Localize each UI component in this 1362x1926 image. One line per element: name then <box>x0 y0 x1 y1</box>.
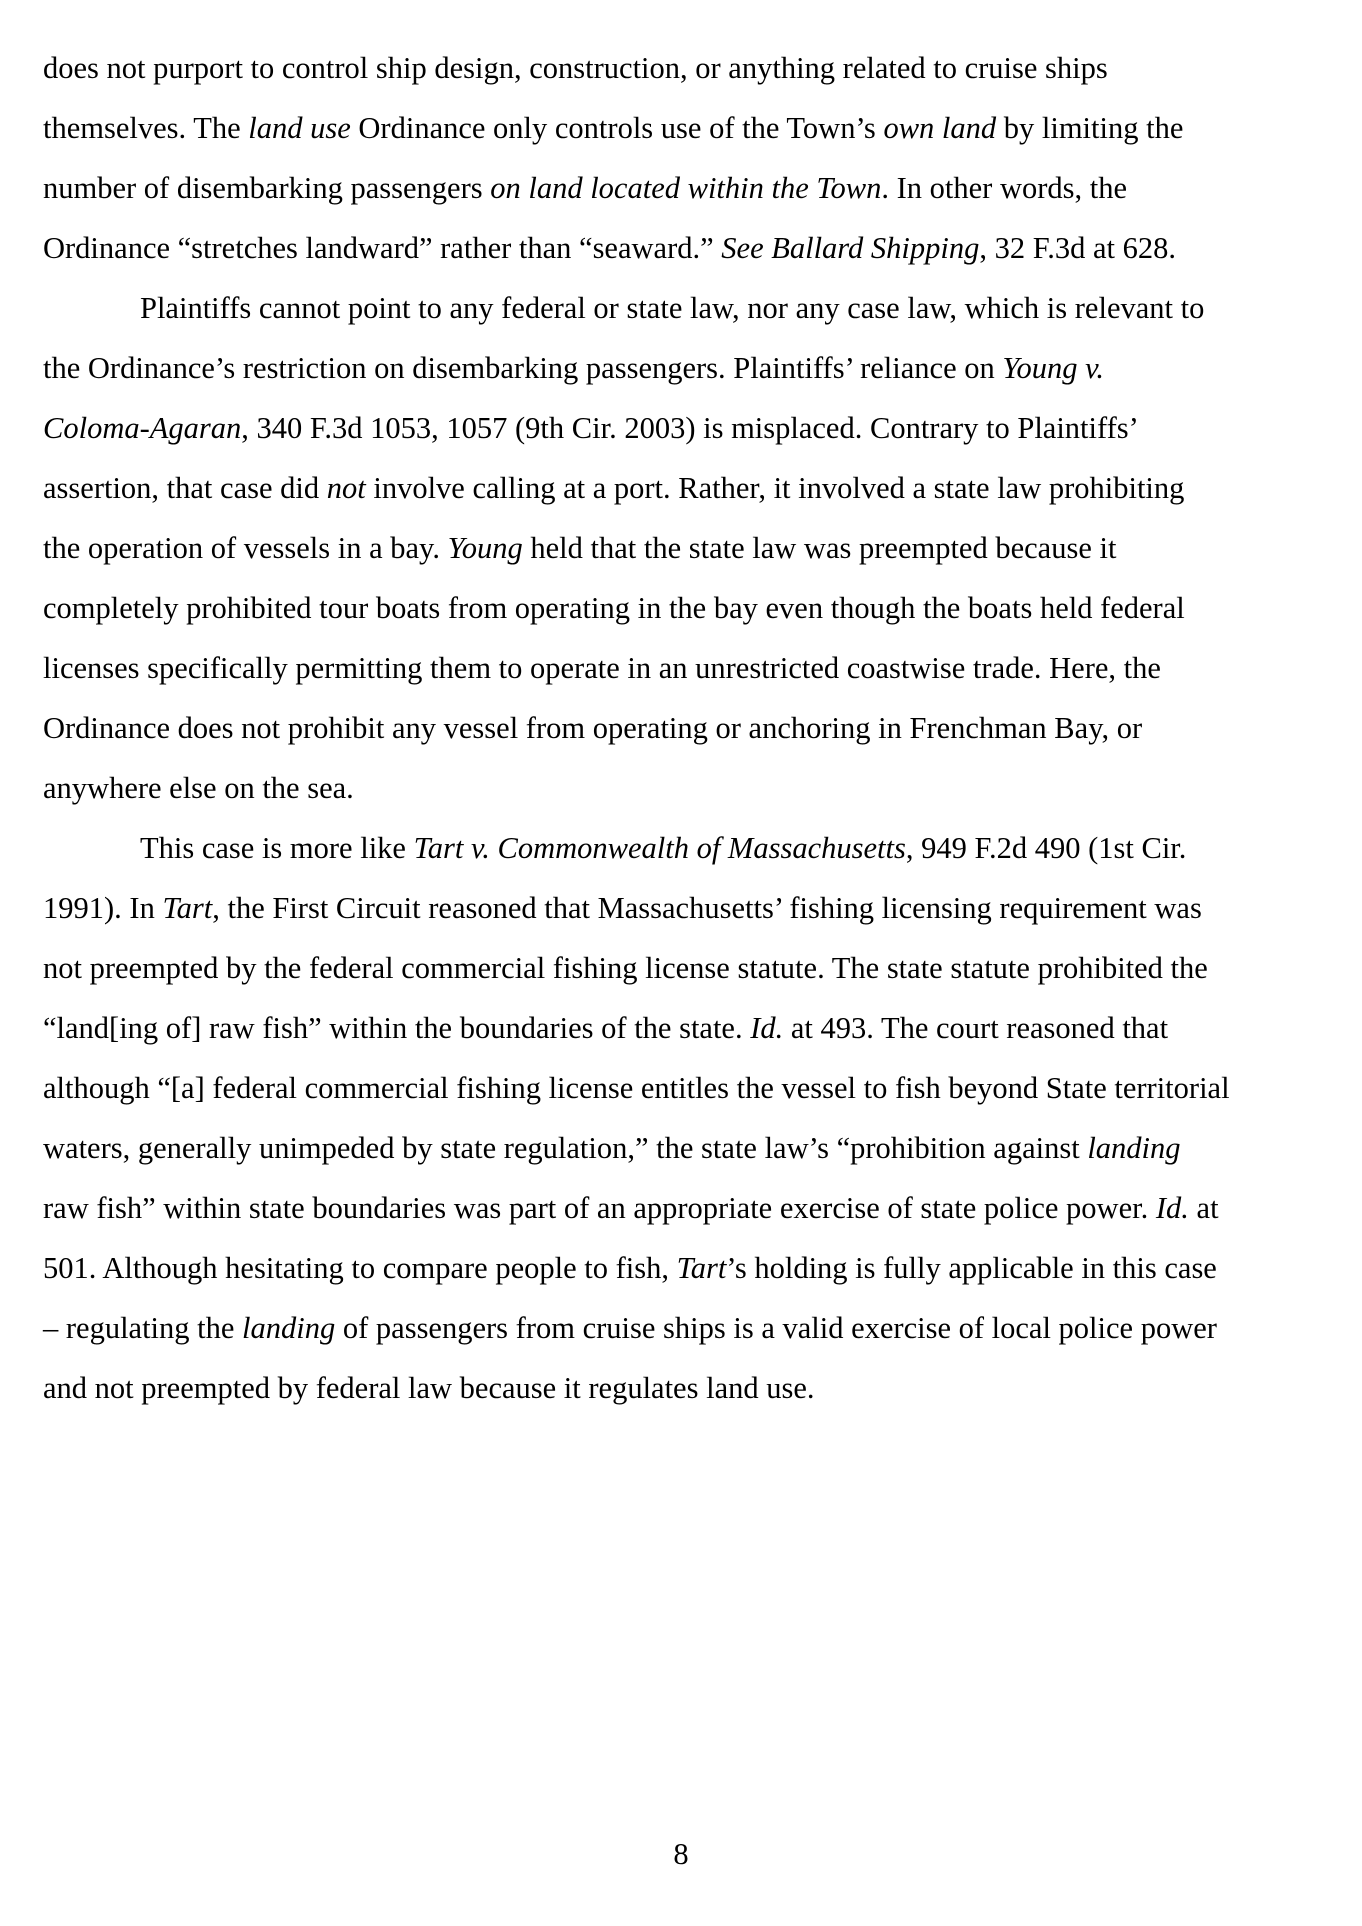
text-line: 501. Although hesitating to compare people to fish, Tart’s holding is fully applicable in this case <box>43 1251 1217 1285</box>
text-line: although “[a] federal commercial fishing license entitles the vessel to fish beyond State territorial <box>43 1071 1230 1105</box>
text-line: the Ordinance’s restriction on disembarking passengers. Plaintiffs’ reliance on Young v. <box>43 351 1105 385</box>
page-number: 8 <box>673 1837 689 1871</box>
text-line: anywhere else on the sea. <box>43 771 354 805</box>
text-line: licenses specifically permitting them to operate in an unrestricted coastwise trade. Here, the <box>43 651 1161 685</box>
text-line: Coloma-Agaran, 340 F.3d 1053, 1057 (9th Cir. 2003) is misplaced. Contrary to Plaintiffs’ <box>43 411 1139 445</box>
text-line: Ordinance “stretches landward” rather than “seaward.” See Ballard Shipping, 32 F.3d at 628. <box>43 231 1177 265</box>
text-line: Ordinance does not prohibit any vessel from operating or anchoring in Frenchman Bay, or <box>43 711 1143 745</box>
text-line: the operation of vessels in a bay. Young held that the state law was preempted because it <box>43 531 1117 565</box>
text-line: and not preempted by federal law because it regulates land use. <box>43 1371 815 1405</box>
text-line: This case is more like Tart v. Commonwealth of Massachusetts, 949 F.2d 490 (1st Cir. <box>140 831 1187 865</box>
text-line: does not purport to control ship design, construction, or anything related to cruise ships <box>43 51 1108 85</box>
text-line: number of disembarking passengers on land located within the Town. In other words, the <box>43 171 1128 205</box>
text-line: “land[ing of] raw fish” within the boundaries of the state. Id. at 493. The court reasoned that <box>43 1011 1169 1045</box>
text-line: raw fish” within state boundaries was part of an appropriate exercise of state police power. Id. at <box>43 1191 1219 1225</box>
text-line: 1991). In Tart, the First Circuit reasoned that Massachusetts’ fishing licensing requirement was <box>43 891 1202 925</box>
text-line: waters, generally unimpeded by state regulation,” the state law’s “prohibition against landing <box>43 1131 1181 1165</box>
text-line: completely prohibited tour boats from operating in the bay even though the boats held federal <box>43 591 1185 625</box>
text-line: Plaintiffs cannot point to any federal or state law, nor any case law, which is relevant to <box>140 291 1205 325</box>
text-line: themselves. The land use Ordinance only controls use of the Town’s own land by limiting the <box>43 111 1184 145</box>
text-line: not preempted by the federal commercial fishing license statute. The state statute prohibited the <box>43 951 1208 985</box>
text-line: assertion, that case did not involve calling at a port. Rather, it involved a state law prohibiting <box>43 471 1185 505</box>
text-line: – regulating the landing of passengers from cruise ships is a valid exercise of local police power <box>43 1311 1217 1345</box>
